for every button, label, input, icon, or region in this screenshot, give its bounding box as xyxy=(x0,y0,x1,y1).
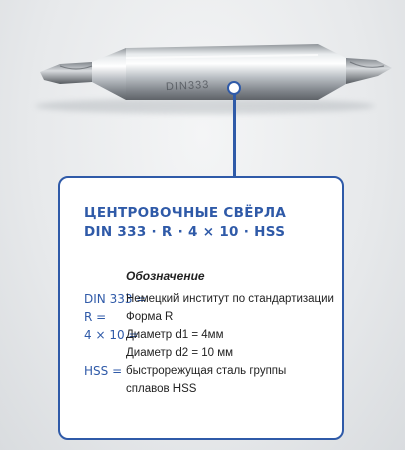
card-title xyxy=(84,204,286,242)
legend-description: Форма R xyxy=(126,311,174,323)
legend-description: Диаметр d1 = 4мм xyxy=(126,329,224,341)
legend-row xyxy=(60,310,346,328)
legend-description: Диаметр d2 = 10 мм xyxy=(126,347,234,359)
drill-marking-text: DIN333 xyxy=(165,78,210,94)
legend-row xyxy=(60,292,346,310)
legend-row xyxy=(60,364,346,382)
legend-heading: Обозначение xyxy=(126,269,205,283)
legend-code: HSS = xyxy=(84,364,123,378)
legend-description: быстрорежущая сталь группы xyxy=(126,365,287,377)
legend-row xyxy=(60,328,346,346)
callout-connector-line xyxy=(233,87,236,179)
legend-code: R = xyxy=(84,310,107,324)
center-drill-image xyxy=(0,0,405,140)
legend-row xyxy=(60,346,346,364)
legend-code: 4 × 10 = xyxy=(84,328,139,342)
card-title-line-2: DIN 333 · R · 4 × 10 · HSS xyxy=(84,224,286,240)
legend-row xyxy=(60,382,346,400)
center-drill-illustration xyxy=(0,0,405,140)
legend-description: Немецкий институт по стандартизации xyxy=(126,293,334,305)
legend-description: сплавов HSS xyxy=(126,383,197,395)
callout-connector-dot xyxy=(227,81,241,95)
designation-card xyxy=(58,176,344,440)
card-title-line-1: ЦЕНТРОВОЧНЫЕ СВЁРЛА xyxy=(84,205,287,221)
legend-code: DIN 333 = xyxy=(84,292,147,306)
